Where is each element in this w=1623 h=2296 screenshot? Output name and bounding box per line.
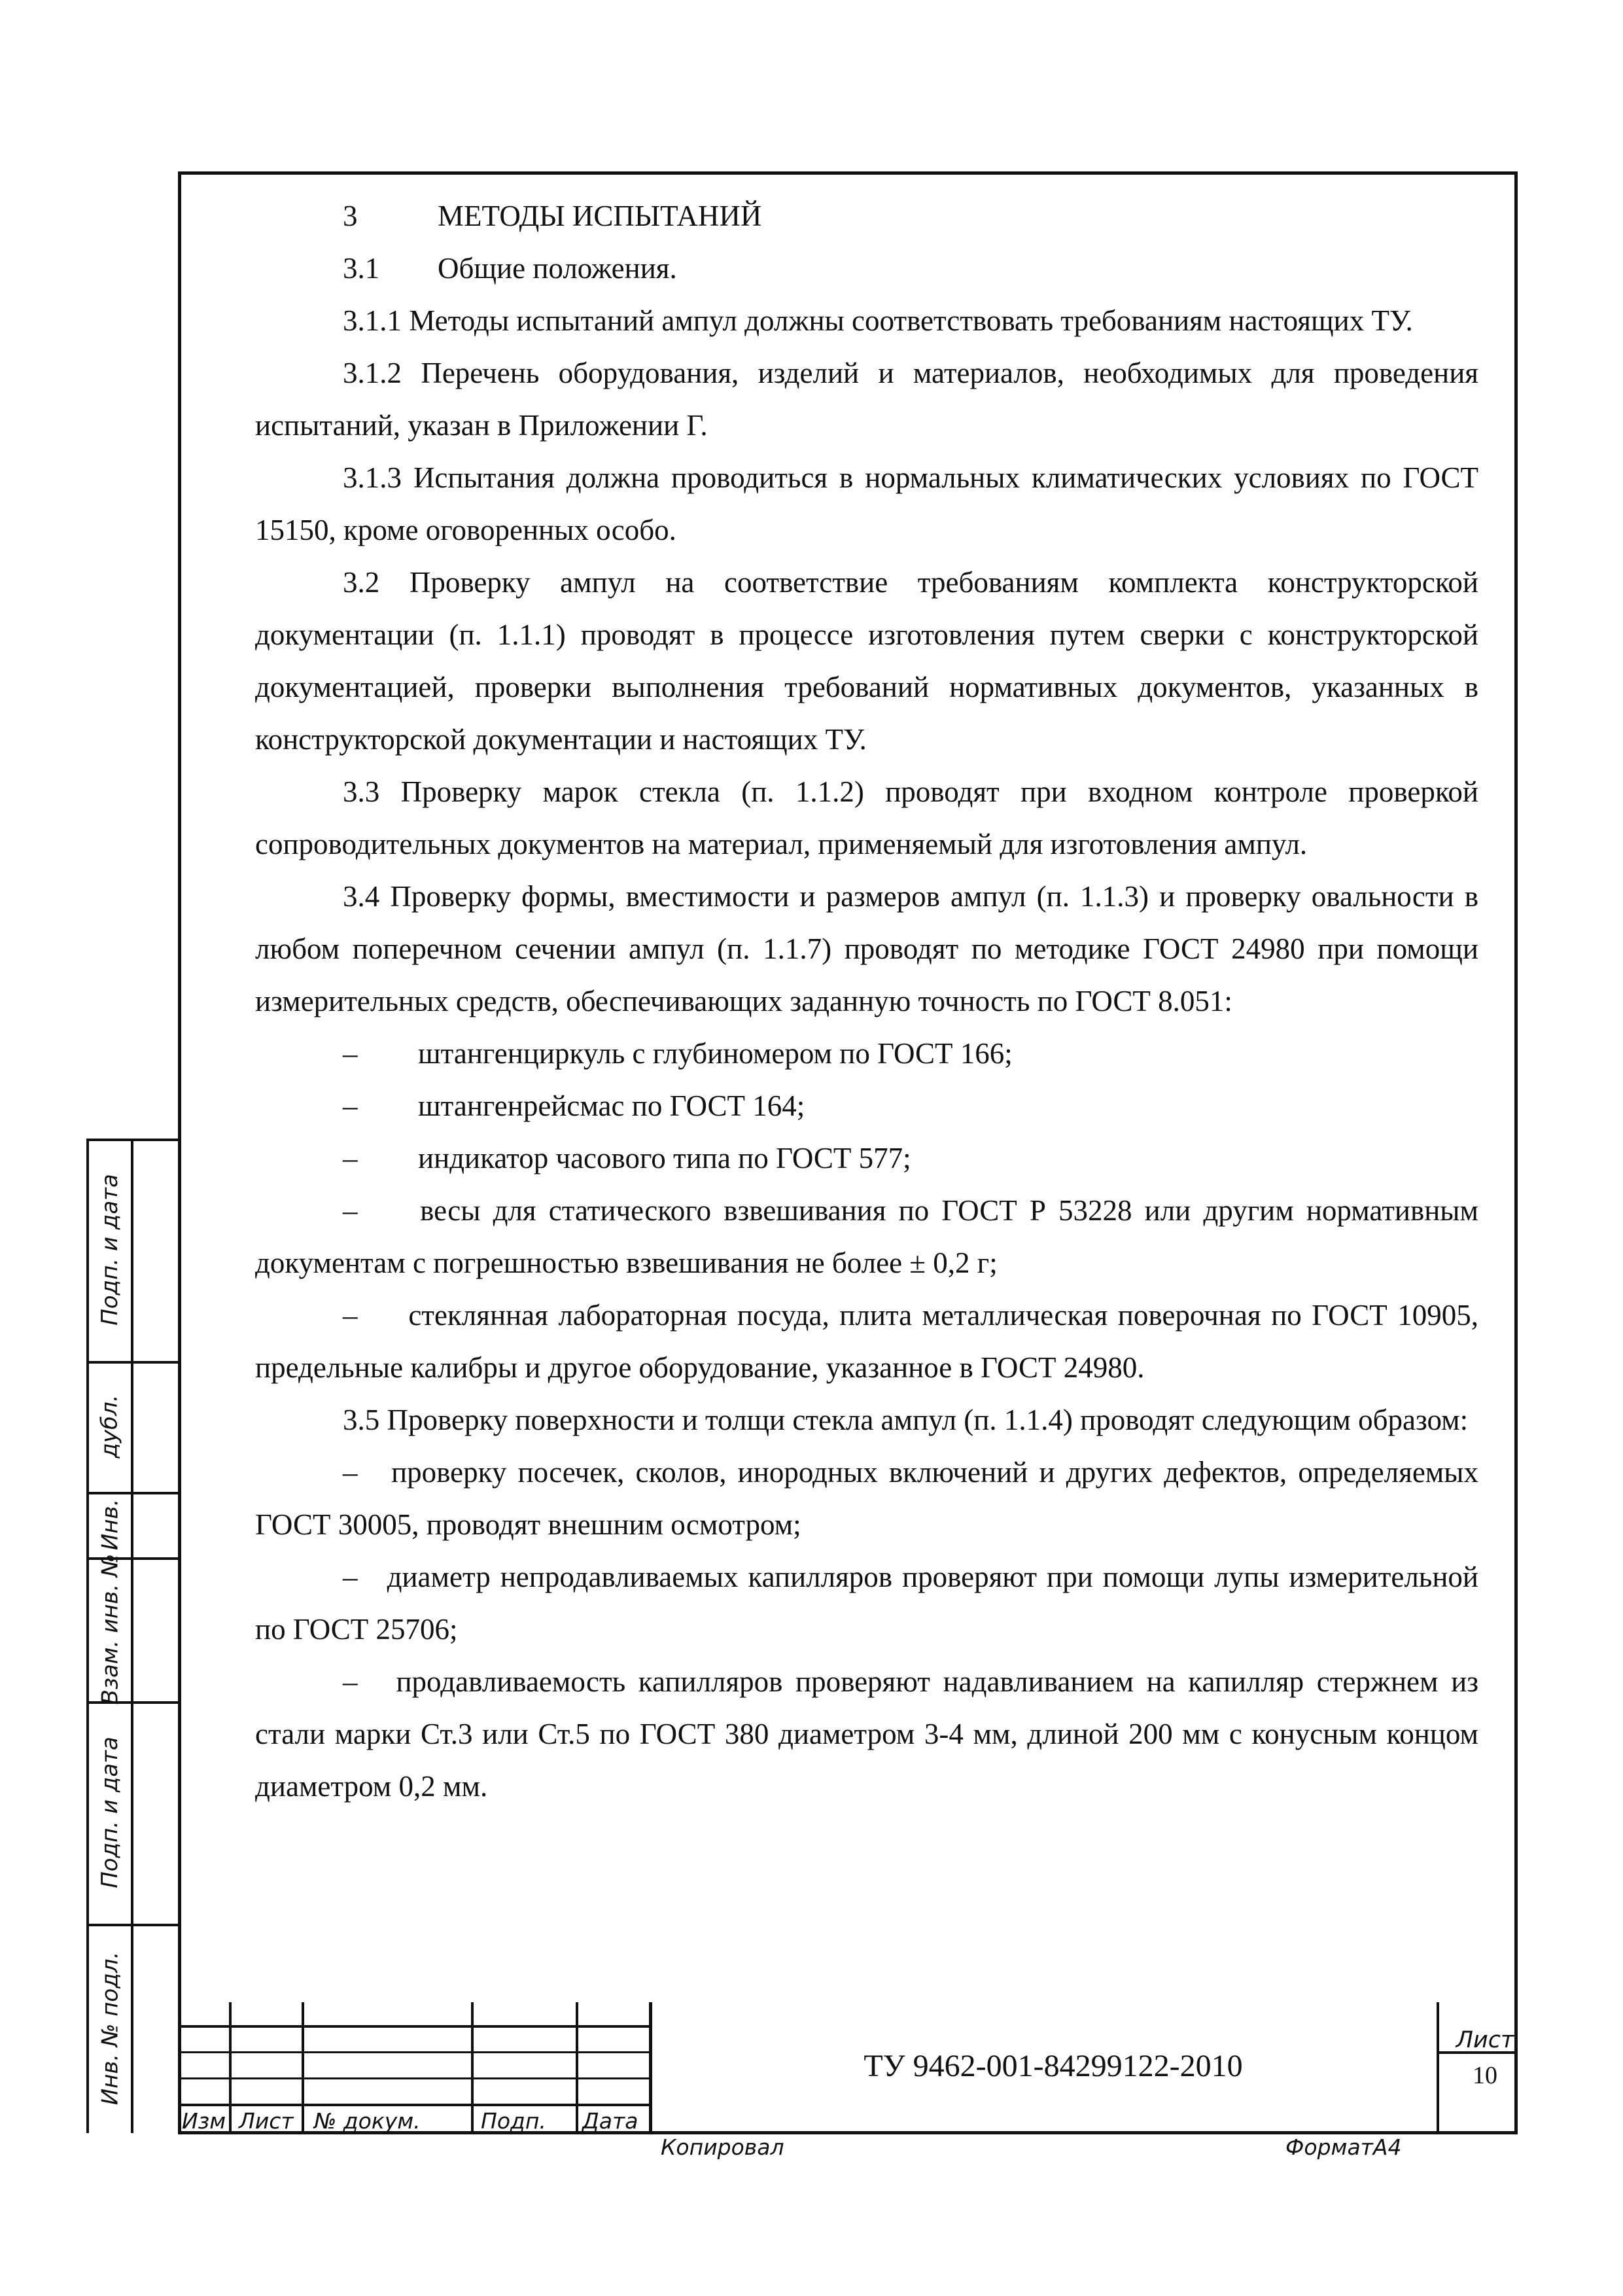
list-item: – стеклянная лабораторная посуда, плита металлическая поверочная по ГОСТ 10905, предельные калибры и другое оборудование, указанное в ГОСТ 24980. — [255, 1299, 1479, 1384]
side-label-sign-date-2: Подп. и дата — [97, 1737, 124, 1888]
side-label-sign-date: Подп. и дата — [97, 1174, 124, 1326]
document-body — [255, 190, 1478, 1812]
stamp-col-sign: Подп. — [481, 2108, 546, 2134]
section-title: МЕТОДЫ ИСПЫТАНИЙ — [438, 200, 762, 232]
footer-copied: Копировал — [661, 2134, 784, 2160]
paragraph-3-1-3: 3.1.3 Испытания должна проводиться в нормальных климатических условиях по ГОСТ 15150, кроме оговоренных особо. — [255, 461, 1478, 546]
list-item: – диаметр непродавливаемых капилляров проверяют при помощи лупы измерительной по ГОСТ 25706; — [255, 1561, 1478, 1646]
paragraph-3-1-1: 3.1.1 Методы испытаний ампул должны соответствовать требованиям настоящих ТУ. — [343, 304, 1413, 337]
list-item: – штангенрейсмас по ГОСТ 164; — [343, 1089, 805, 1122]
stamp-col-date: Дата — [582, 2108, 638, 2134]
paragraph-3-4: 3.4 Проверку формы, вместимости и размеров ампул (п. 1.1.3) и проверку овальности в любом поперечном сечении ампул (п. 1.1.7) проводят по методике ГОСТ 24980 при помощи измерительных средств, обеспечивающих заданную точность по ГОСТ 8.051: — [255, 880, 1478, 1017]
paragraph-3-5: 3.5 Проверку поверхности и толщи стекла ампул (п. 1.1.4) проводят следующим образом: — [343, 1404, 1469, 1436]
list-item: – штангенциркуль с глубиномером по ГОСТ 166; — [343, 1037, 1013, 1070]
paragraph-3-2: 3.2 Проверку ампул на соответствие требованиям комплекта конструкторской документации (п. 1.1.1) проводят в процессе изготовления путем сверки с конструкторской документацией, проверки выполнения требований нормативных документов, указанных в конструкторской документации и настоящих ТУ. — [255, 566, 1478, 756]
list-item: – весы для статического взвешивания по ГОСТ Р 53228 или другим нормативным документам с погрешностью взвешивания не более ± 0,2 г; — [255, 1194, 1479, 1279]
side-strip — [86, 1139, 178, 2133]
list-item: – проверку посечек, сколов, инородных включений и других дефектов, определяемых ГОСТ 30005, проводят внешним осмотром; — [255, 1456, 1479, 1541]
paragraph-3-1-2: 3.1.2 Перечень оборудования, изделий и материалов, необходимых для проведения испытаний, указан в Приложении Г. — [255, 357, 1478, 442]
stamp-col-change: Изм — [182, 2108, 226, 2134]
document-code: ТУ 9462-001-84299122-2010 — [864, 2049, 1243, 2083]
section-heading — [255, 190, 1478, 242]
sheet-label: Лист — [1456, 2027, 1514, 2053]
stamp-col-sheet: Лист — [239, 2108, 294, 2134]
subsection-number: 3.1 — [343, 252, 380, 285]
side-label-inv: Инв. — [97, 1498, 124, 1551]
list-item: – индикатор часового типа по ГОСТ 577; — [343, 1142, 911, 1174]
side-label-dupl: дубл. — [97, 1394, 124, 1458]
footer-format: ФорматА4 — [1285, 2134, 1402, 2160]
stamp-col-doc-no: № докум. — [314, 2108, 421, 2134]
sheet-number: 10 — [1473, 2062, 1497, 2089]
list-item: – продавливаемость капилляров проверяют надавливанием на капилляр стержнем из стали марки Ст.3 или Ст.5 по ГОСТ 380 диаметром 3-4 мм, длиной 200 мм с конусным концом диаметром 0,2 мм. — [255, 1665, 1479, 1803]
section-number: 3 — [343, 200, 358, 232]
side-label-replace-inv: Взам. инв. № — [97, 1553, 124, 1705]
paragraph-3-3: 3.3 Проверку марок стекла (п. 1.1.2) проводят при входном контроле проверкой сопроводительных документов на материал, применяемый для изготовления ампул. — [255, 775, 1478, 860]
subsection-heading — [255, 242, 1478, 294]
side-label-inv-orig: Инв. № подл. — [97, 1951, 124, 2106]
subsection-title: Общие положения. — [438, 252, 677, 285]
